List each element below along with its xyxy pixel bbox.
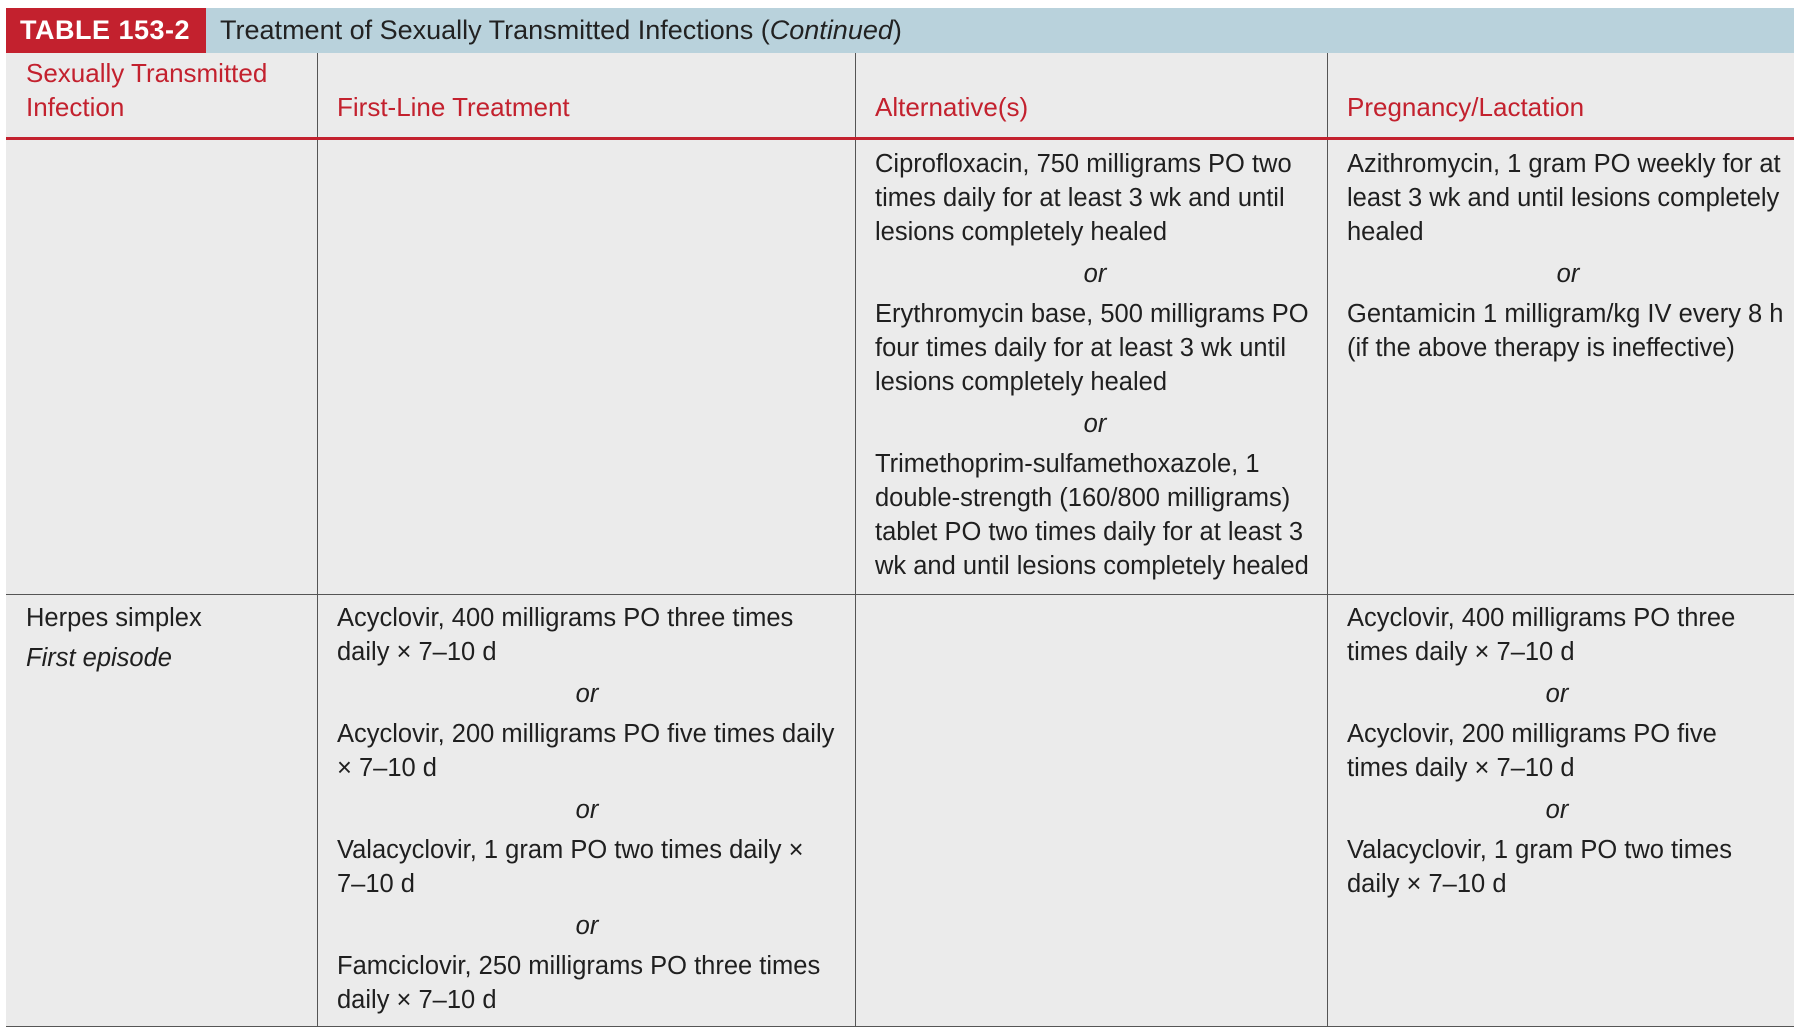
or-separator: or [1545,796,1569,824]
treatment-option: Gentamicin 1 milligram/kg IV every 8 h (if the above therapy is ineffective) [1347,300,1784,362]
table-title: Treatment of Sexually Transmitted Infections (Continued) [220,15,902,45]
or-separator: or [1083,260,1107,288]
table-title-bar [6,8,1794,53]
column-header-alternatives: Alternative(s) [875,92,1029,122]
row1-pregnancy-cell [1347,147,1789,365]
treatment-option: Acyclovir, 400 milligrams PO three times daily × 7–10 d [337,604,794,666]
infection-subtype: First episode [26,644,172,672]
or-separator: or [1083,410,1107,438]
column-header-first-line: First-Line Treatment [337,92,570,122]
treatment-option: Valacyclovir, 1 gram PO two times daily × 7–10 d [1347,836,1732,898]
treatment-option: Famciclovir, 250 milligrams PO three times daily × 7–10 d [337,952,821,1014]
or-separator: or [575,912,599,940]
or-separator: or [575,796,599,824]
treatment-option: Erythromycin base, 500 milligrams PO four times daily for at least 3 wk until lesions completely healed [875,300,1309,396]
treatment-table [6,53,1794,1027]
row-divider [6,594,1794,595]
or-separator: or [1556,260,1580,288]
treatment-option: Acyclovir, 400 milligrams PO three times daily × 7–10 d [1347,604,1736,666]
table-number-badge: TABLE 153-2 [6,8,206,53]
column-divider [855,53,856,1027]
column-divider [1327,53,1328,1027]
column-header-pregnancy: Pregnancy/Lactation [1347,92,1585,122]
infection-name: Herpes simplex [26,604,202,632]
or-separator: or [1545,680,1569,708]
treatment-option: Azithromycin, 1 gram PO weekly for at least 3 wk and until lesions completely healed [1347,150,1781,246]
treatment-option: Acyclovir, 200 milligrams PO five times daily × 7–10 d [337,720,835,782]
treatment-option: Ciprofloxacin, 750 milligrams PO two times daily for at least 3 wk and until lesions completely healed [875,150,1292,246]
treatment-option: Acyclovir, 200 milligrams PO five times daily × 7–10 d [1347,720,1717,782]
column-divider [317,53,318,1027]
document-page [6,8,1794,1027]
treatment-option: Valacyclovir, 1 gram PO two times daily × 7–10 d [337,836,804,898]
treatment-option: Trimethoprim-sulfamethoxazole, 1 double-strength (160/800 milligrams) tablet PO two times daily for at least 3 wk and until lesions completely healed [875,450,1309,580]
row2-first-line-cell [337,601,837,1017]
row2-infection-cell [26,601,306,675]
column-header-infection: Sexually Transmitted Infection [26,58,268,122]
or-separator: or [575,680,599,708]
row2-pregnancy-cell [1347,601,1767,901]
header-rule [6,137,1794,140]
row1-alternatives-cell [875,147,1315,583]
